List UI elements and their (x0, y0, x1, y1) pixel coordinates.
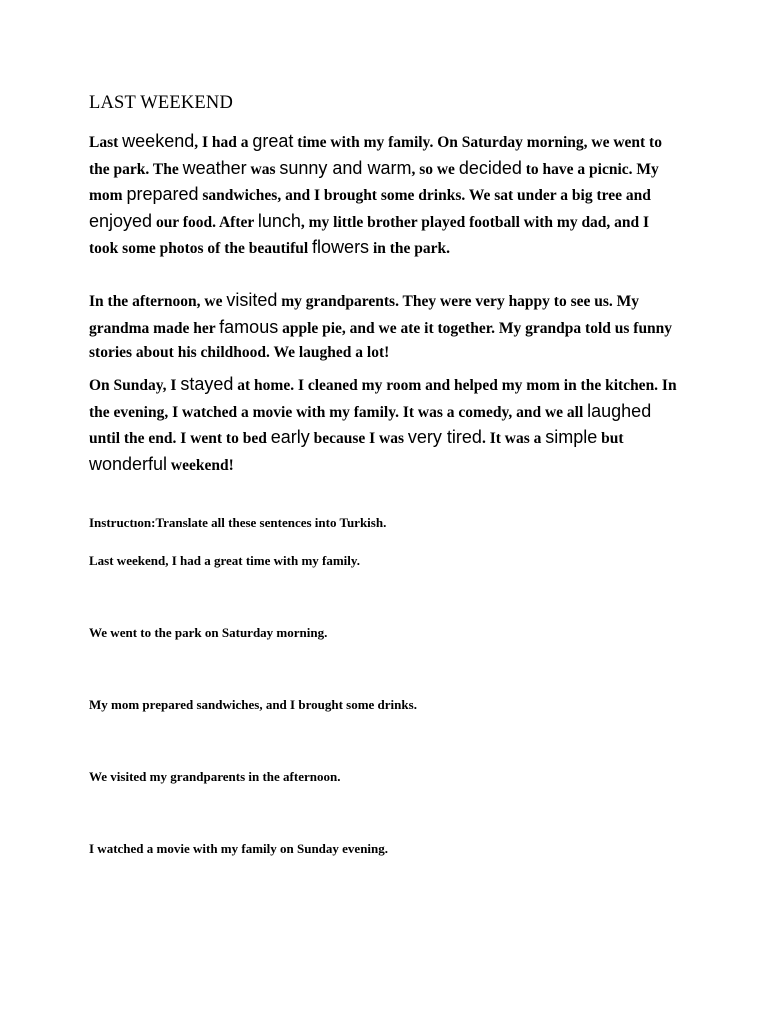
vocabulary-word: laughed (587, 400, 652, 421)
vocabulary-word: flowers (312, 237, 370, 257)
paragraph-text: to have a picnic. My mom (89, 160, 659, 204)
vocabulary-word: enjoyed (89, 210, 153, 231)
paragraph-text: In the afternoon, we (89, 293, 227, 310)
vocabulary-word: weekend (122, 131, 195, 151)
paragraph-text: because I was (309, 430, 408, 447)
paragraph-text: , so we (411, 160, 459, 178)
vocabulary-word: early (270, 427, 310, 447)
vocabulary-word: very tired (407, 427, 482, 447)
translation-sentence-5: I watched a movie with my family on Sunday evening. (89, 841, 389, 856)
paragraph-text: until the end. I went to bed (89, 430, 271, 447)
paragraph-text: Last (89, 134, 123, 151)
instruction-text: Instructıon:Translate all these sentences into Turkish. (89, 515, 387, 530)
vocabulary-word: lunch (257, 210, 301, 231)
vocabulary-word: simple (545, 427, 598, 447)
paragraph-text: sandwiches, and I brought some drinks. We sat under a big tree and (198, 187, 651, 204)
story-paragraph-2 (89, 288, 679, 366)
translation-sentence-3: My mom prepared sandwiches, and I brought some drinks. (89, 697, 417, 712)
paragraph-text: my grandparents. They were very happy to see us. My grandma made her (89, 293, 640, 337)
paragraph-text: time with my family. On Saturday morning, we went to the park. The (89, 134, 662, 178)
vocabulary-word: prepared (126, 184, 199, 204)
story-paragraph-1 (89, 129, 679, 262)
vocabulary-word: wonderful (89, 453, 168, 474)
paragraph-text: at home. I cleaned my room and helped my mom in the kitchen. In the evening, I watched a movie with my family. It was a comedy, and we all (89, 377, 677, 421)
paragraph-text: , I had a (194, 134, 253, 151)
vocabulary-word: decided (458, 157, 522, 178)
paragraph-text: apple pie, and we ate it together. My grandpa told us funny stories about his childhood. We laughed a lot! (89, 319, 673, 361)
vocabulary-word: visited (226, 290, 278, 310)
paragraph-text: but (597, 430, 624, 447)
translation-sentence-1: Last weekend, I had a great time with my family. (89, 553, 360, 568)
translation-sentence-2: We went to the park on Saturday morning. (89, 625, 328, 640)
vocabulary-word: famous (219, 316, 279, 337)
paragraph-text: On Sunday, I (89, 377, 181, 394)
paragraph-text: in the park. (369, 240, 451, 257)
document-title: LAST WEEKEND (89, 93, 234, 113)
paragraph-text: . It was a (481, 430, 546, 447)
vocabulary-word: weather (182, 157, 247, 178)
vocabulary-word: sunny and warm (279, 157, 412, 178)
paragraph-text: our food. After (152, 213, 258, 231)
paragraph-text: was (246, 160, 280, 178)
paragraph-text: weekend! (167, 456, 234, 474)
translation-sentence-4: We visited my grandparents in the afternoon. (89, 769, 341, 784)
vocabulary-word: stayed (180, 374, 234, 394)
story-paragraph-3 (89, 372, 679, 478)
paragraph-text: , my little brother played football with my dad, and I took some photos of the beautiful (89, 213, 650, 257)
vocabulary-word: great (252, 131, 294, 151)
